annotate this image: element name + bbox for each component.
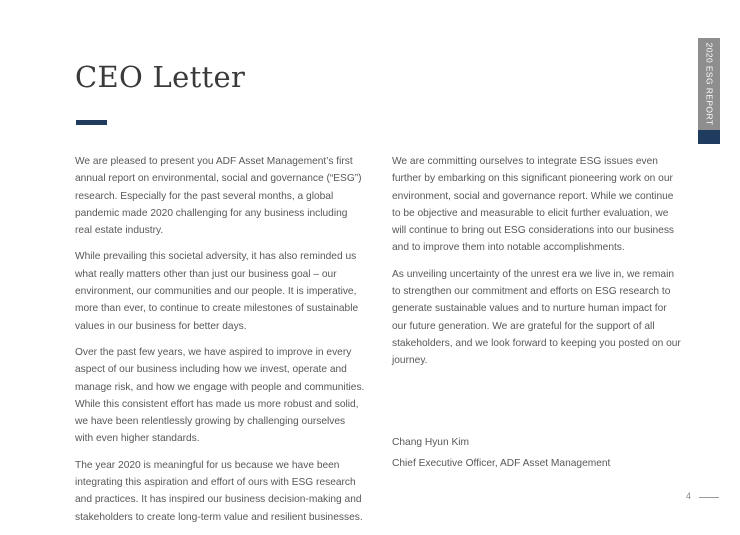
side-tab-accent-block [698, 130, 720, 144]
letter-paragraph: As unveiling uncertainty of the unrest era we live in, we remain to strengthen our commitment and efforts on ESG research to generate sustainable values and to nurture human impact for our future generation. We are grateful for the support of all stakeholders, and we look forward to keeping you posted on our journey. [392, 268, 681, 367]
report-side-tab-label: 2020 ESG REPORT [704, 42, 715, 126]
page-number-rule [699, 497, 719, 498]
letter-paragraph: We are pleased to present you ADF Asset Management’s first annual report on environmental, social and governance (“ESG”) research. Especially for the past several months, a global pandemic made 2020 challenging for any business including real estate industry. [75, 156, 362, 237]
page-title: CEO Letter [75, 60, 246, 94]
letter-left-column [75, 153, 365, 535]
letter-paragraph: We are committing ourselves to integrate ESG issues even further by embarking on this significant pioneering work on our environment, social and governance report. While we continue to be objective and measurable to elicit further evaluation, we will continue to bring out ESG considerations into our business and to improve them into notable accomplishments. [392, 156, 675, 254]
signatory-name: Chang Hyun Kim [392, 437, 470, 448]
letter-paragraph: While prevailing this societal adversity, it has also reminded us what really matters other than just our business goal – our environment, our communities and our people. It is imperative, more than ever, to continue to create milestones of sustainable values in our business for better days. [75, 251, 359, 332]
letter-paragraph: The year 2020 is meaningful for us because we have been integrating this aspiration and effort of ours with ESG research and practices. It has inspired our business decision-making and stakeholders to create long-term value and resilient businesses. [75, 459, 363, 523]
letter-paragraph: Over the past few years, we have aspired to improve in every aspect of our business including how we invest, operate and manage risk, and how we engage with people and communities. While this consistent effort has made us more robust and solid, we have been relentlessly growing by challenging ourselves with even higher standards. [75, 346, 365, 445]
title-underline-bar [76, 120, 107, 125]
signatory-role: Chief Executive Officer, ADF Asset Management [392, 458, 611, 469]
signature-block [392, 432, 610, 474]
page-number: 4 [686, 491, 692, 501]
letter-right-column [392, 153, 682, 379]
report-side-tab [698, 38, 720, 130]
